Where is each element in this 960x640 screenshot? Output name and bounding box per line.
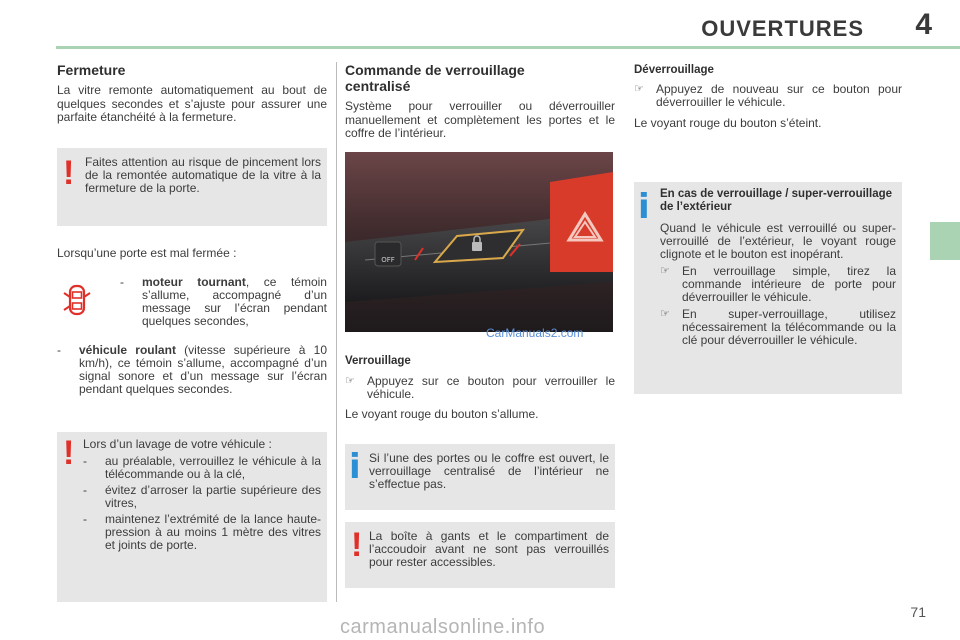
fermeture-text: La vitre remonte automatiquement au bout de quelques secondes et s’ajuste pour assurer une parfaite étanchéité à la fermeture. [57, 83, 327, 124]
list-item: - évitez d’arroser la partie supérieure des vitres, [83, 483, 321, 510]
deverrouillage-title: Déverrouillage [634, 64, 714, 76]
vehicule-roulant-text: (vitesse supérieure à 10 km/h), ce témoin s’allume, accompagné d’un signal sonore et d’un message sur l’écran pendant quelques secondes. [79, 343, 327, 396]
warning-exclamation-icon: ! [63, 154, 75, 192]
verrouillage-centralise-intro: Système pour verrouiller ou déverrouiller manuellement et complètement les portes et le coffre de l’intérieur. [345, 99, 615, 140]
chapter-title: OUVERTURES [701, 16, 864, 41]
list-item: ☞ En verrouillage simple, tirez la commande intérieure de porte pour déverrouiller le véhicule. [660, 264, 896, 304]
verrouillage-result: Le voyant rouge du bouton s’allume. [345, 407, 539, 421]
moteur-tournant-text: , ce témoin s’allume, accompagné d’un message sur l’écran pendant quelques secondes, [142, 275, 327, 328]
verrouillage-centralise-section [345, 62, 615, 141]
info-icon: i [638, 187, 650, 227]
vehicule-roulant-item: - véhicule roulant (vitesse supérieure à 10 km/h), ce témoin s’allume, accompagné d’un signal sonore et d’un message sur l’écran pendant quelques secondes. [57, 343, 327, 396]
door-open-warning-icon [62, 282, 92, 318]
list-item: - maintenez l’extrémité de la lance haute-pression à au moins 1 mètre des vitres et joints de porte. [83, 512, 321, 552]
moteur-tournant-label: moteur tournant [142, 275, 246, 289]
warning-box-boite-gants [345, 522, 615, 588]
verrouillage-centralise-title: Commande de verrouillage centralisé [345, 62, 525, 94]
off-label: OFF [381, 256, 395, 264]
warning-pincement-text: Faites attention au risque de pincement lors de la remontée automatique de la vitre à la fermeture de la porte. [85, 155, 321, 195]
deverrouillage-result: Le voyant rouge du bouton s’éteint. [634, 116, 822, 130]
verrouillage-title: Verrouillage [345, 355, 411, 367]
pointing-hand-icon: ☞ [660, 308, 670, 320]
deverrouillage-step: Appuyez de nouveau sur ce bouton pour déverrouiller le véhicule. [656, 82, 902, 109]
info-portes-text: Si l’une des portes ou le coffre est ouvert, le verrouillage centralisé de l’intérieur ne s’effectue pas. [369, 451, 609, 491]
pointing-hand-icon: ☞ [634, 83, 644, 95]
fermeture-title: Fermeture [57, 62, 126, 78]
chapter-number: 4 [915, 8, 932, 41]
header-rule [56, 46, 960, 49]
vehicule-roulant-label: véhicule roulant [79, 343, 176, 357]
dashboard-lock-button-photo [345, 152, 613, 332]
info-box-super-verrouillage [634, 182, 902, 394]
list-item: - au préalable, verrouillez le véhicule à la télécommande ou à la clé, [83, 454, 321, 481]
list-item: ☞ En super-verrouillage, utilisez nécessairement la télécommande ou la clé pour déverrouiller le véhicule. [660, 307, 896, 347]
warning-box-lavage [57, 432, 327, 602]
deverrouillage-section [634, 64, 902, 131]
column-divider [336, 62, 337, 602]
warning-exclamation-icon: ! [351, 526, 363, 564]
warning-box-pincement [57, 148, 327, 226]
pointing-hand-icon: ☞ [660, 265, 670, 277]
lavage-intro: Lors d’un lavage de votre véhicule : [83, 437, 272, 451]
photo-watermark: CarManuals2.com [486, 326, 584, 340]
pointing-hand-icon: ☞ [345, 375, 355, 387]
info-box-portes-ouvertes [345, 444, 615, 510]
footer-watermark: carmanualsonline.info [340, 616, 546, 638]
warning-exclamation-icon: ! [63, 434, 75, 472]
chapter-side-tab [930, 222, 960, 260]
fermeture-section [57, 62, 327, 125]
boite-gants-text: La boîte à gants et le compartiment de l’accoudoir avant ne sont pas verrouillés pour rester accessibles. [369, 529, 609, 569]
porte-mal-fermee-text: Lorsqu’une porte est mal fermée : [57, 246, 237, 260]
page-number: 71 [910, 604, 926, 620]
moteur-tournant-item: - moteur tournant, ce témoin s’allume, accompagné d’un message sur l’écran pendant quelques secondes, [120, 275, 327, 328]
info-icon: i [349, 447, 361, 487]
super-verrouillage-title: En cas de verrouillage / super-verrouillage de l’extérieur [660, 188, 893, 213]
verrouillage-section [345, 355, 615, 422]
super-verrouillage-text: Quand le véhicule est verrouillé ou super-verrouillé de l’extérieur, le voyant rouge clignote et le bouton est inopérant. [660, 221, 896, 261]
verrouillage-step: Appuyez sur ce bouton pour verrouiller le véhicule. [367, 374, 615, 401]
